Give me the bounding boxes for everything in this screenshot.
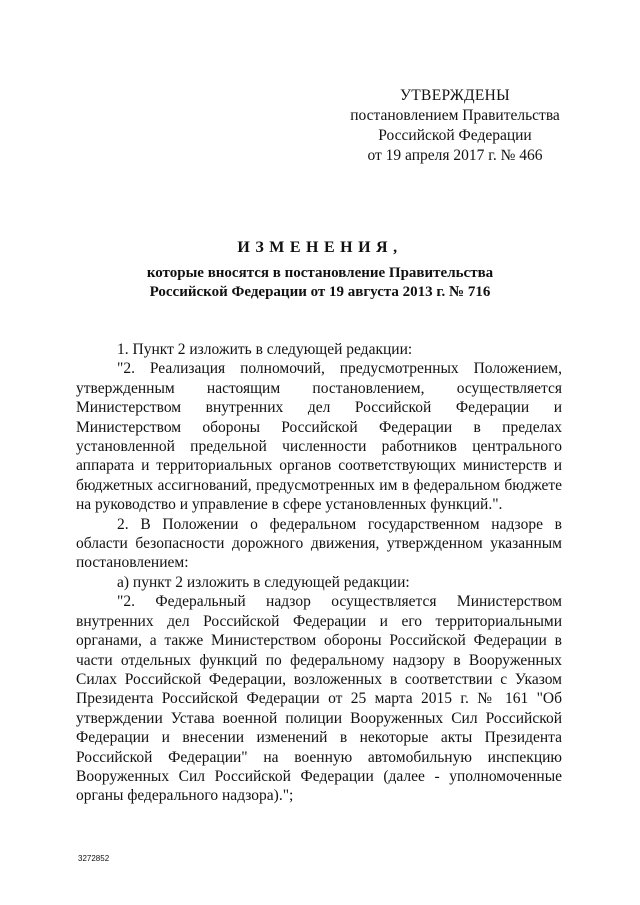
document-number: 3272852 xyxy=(78,854,110,863)
heading-subtitle-line: Российской Федерации от 19 августа 2013 г. № 716 xyxy=(149,284,491,300)
document-heading xyxy=(76,237,564,302)
approval-title: УТВЕРЖДЕНЫ xyxy=(400,87,510,104)
heading-subtitle-line: которые вносятся в постановление Правительства xyxy=(146,265,494,281)
approval-line: постановлением Правительства xyxy=(350,107,560,124)
approval-block xyxy=(330,86,580,166)
document-body xyxy=(76,340,562,806)
paragraph: "2. Федеральный надзор осуществляется Министерством внутренних дел Российской Федерации и его территориальными органами, а также Министерством обороны Российской Федерации в части отдельных функций по федеральному надзору в Вооруженных Силах Российской Федерации, возложенных в соответствии с Указом Президента Российской Федерации от 25 марта 2015 г. № 161 "Об утверждении Устава военной полиции Вооруженных Сил Российской Федерации и внесении изменений в некоторые акты Президента Российской Федерации" на военную автомобильную инспекцию Вооруженных Сил Российской Федерации (далее - уполномоченные органы федерального надзора)."; xyxy=(76,593,562,805)
paragraph: 1. Пункт 2 изложить в следующей редакции: xyxy=(117,341,413,358)
paragraph: 2. В Положении о федеральном государственном надзоре в области безопасности дорожного движения, утвержденном указанным постановлением: xyxy=(76,515,562,572)
heading-title: ИЗМЕНЕНИЯ, xyxy=(237,239,403,256)
approval-date: от 19 апреля 2017 г. № 466 xyxy=(367,147,543,164)
paragraph: а) пункт 2 изложить в следующей редакции: xyxy=(117,573,410,591)
paragraph: "2. Реализация полномочий, предусмотренных Положением, утвержденным настоящим постановлением, осуществляется Министерством внутренних дел Российской Федерации и Министерством обороны Российской Федерации в пределах установленной предельной численности работников центрального аппарата и территориальных органов соответствующих министерств и бюджетных ассигнований, предусмотренных им в федеральном бюджете на руководство и управление в сфере установленных функций.". xyxy=(76,360,562,514)
approval-line: Российской Федерации xyxy=(378,127,532,144)
